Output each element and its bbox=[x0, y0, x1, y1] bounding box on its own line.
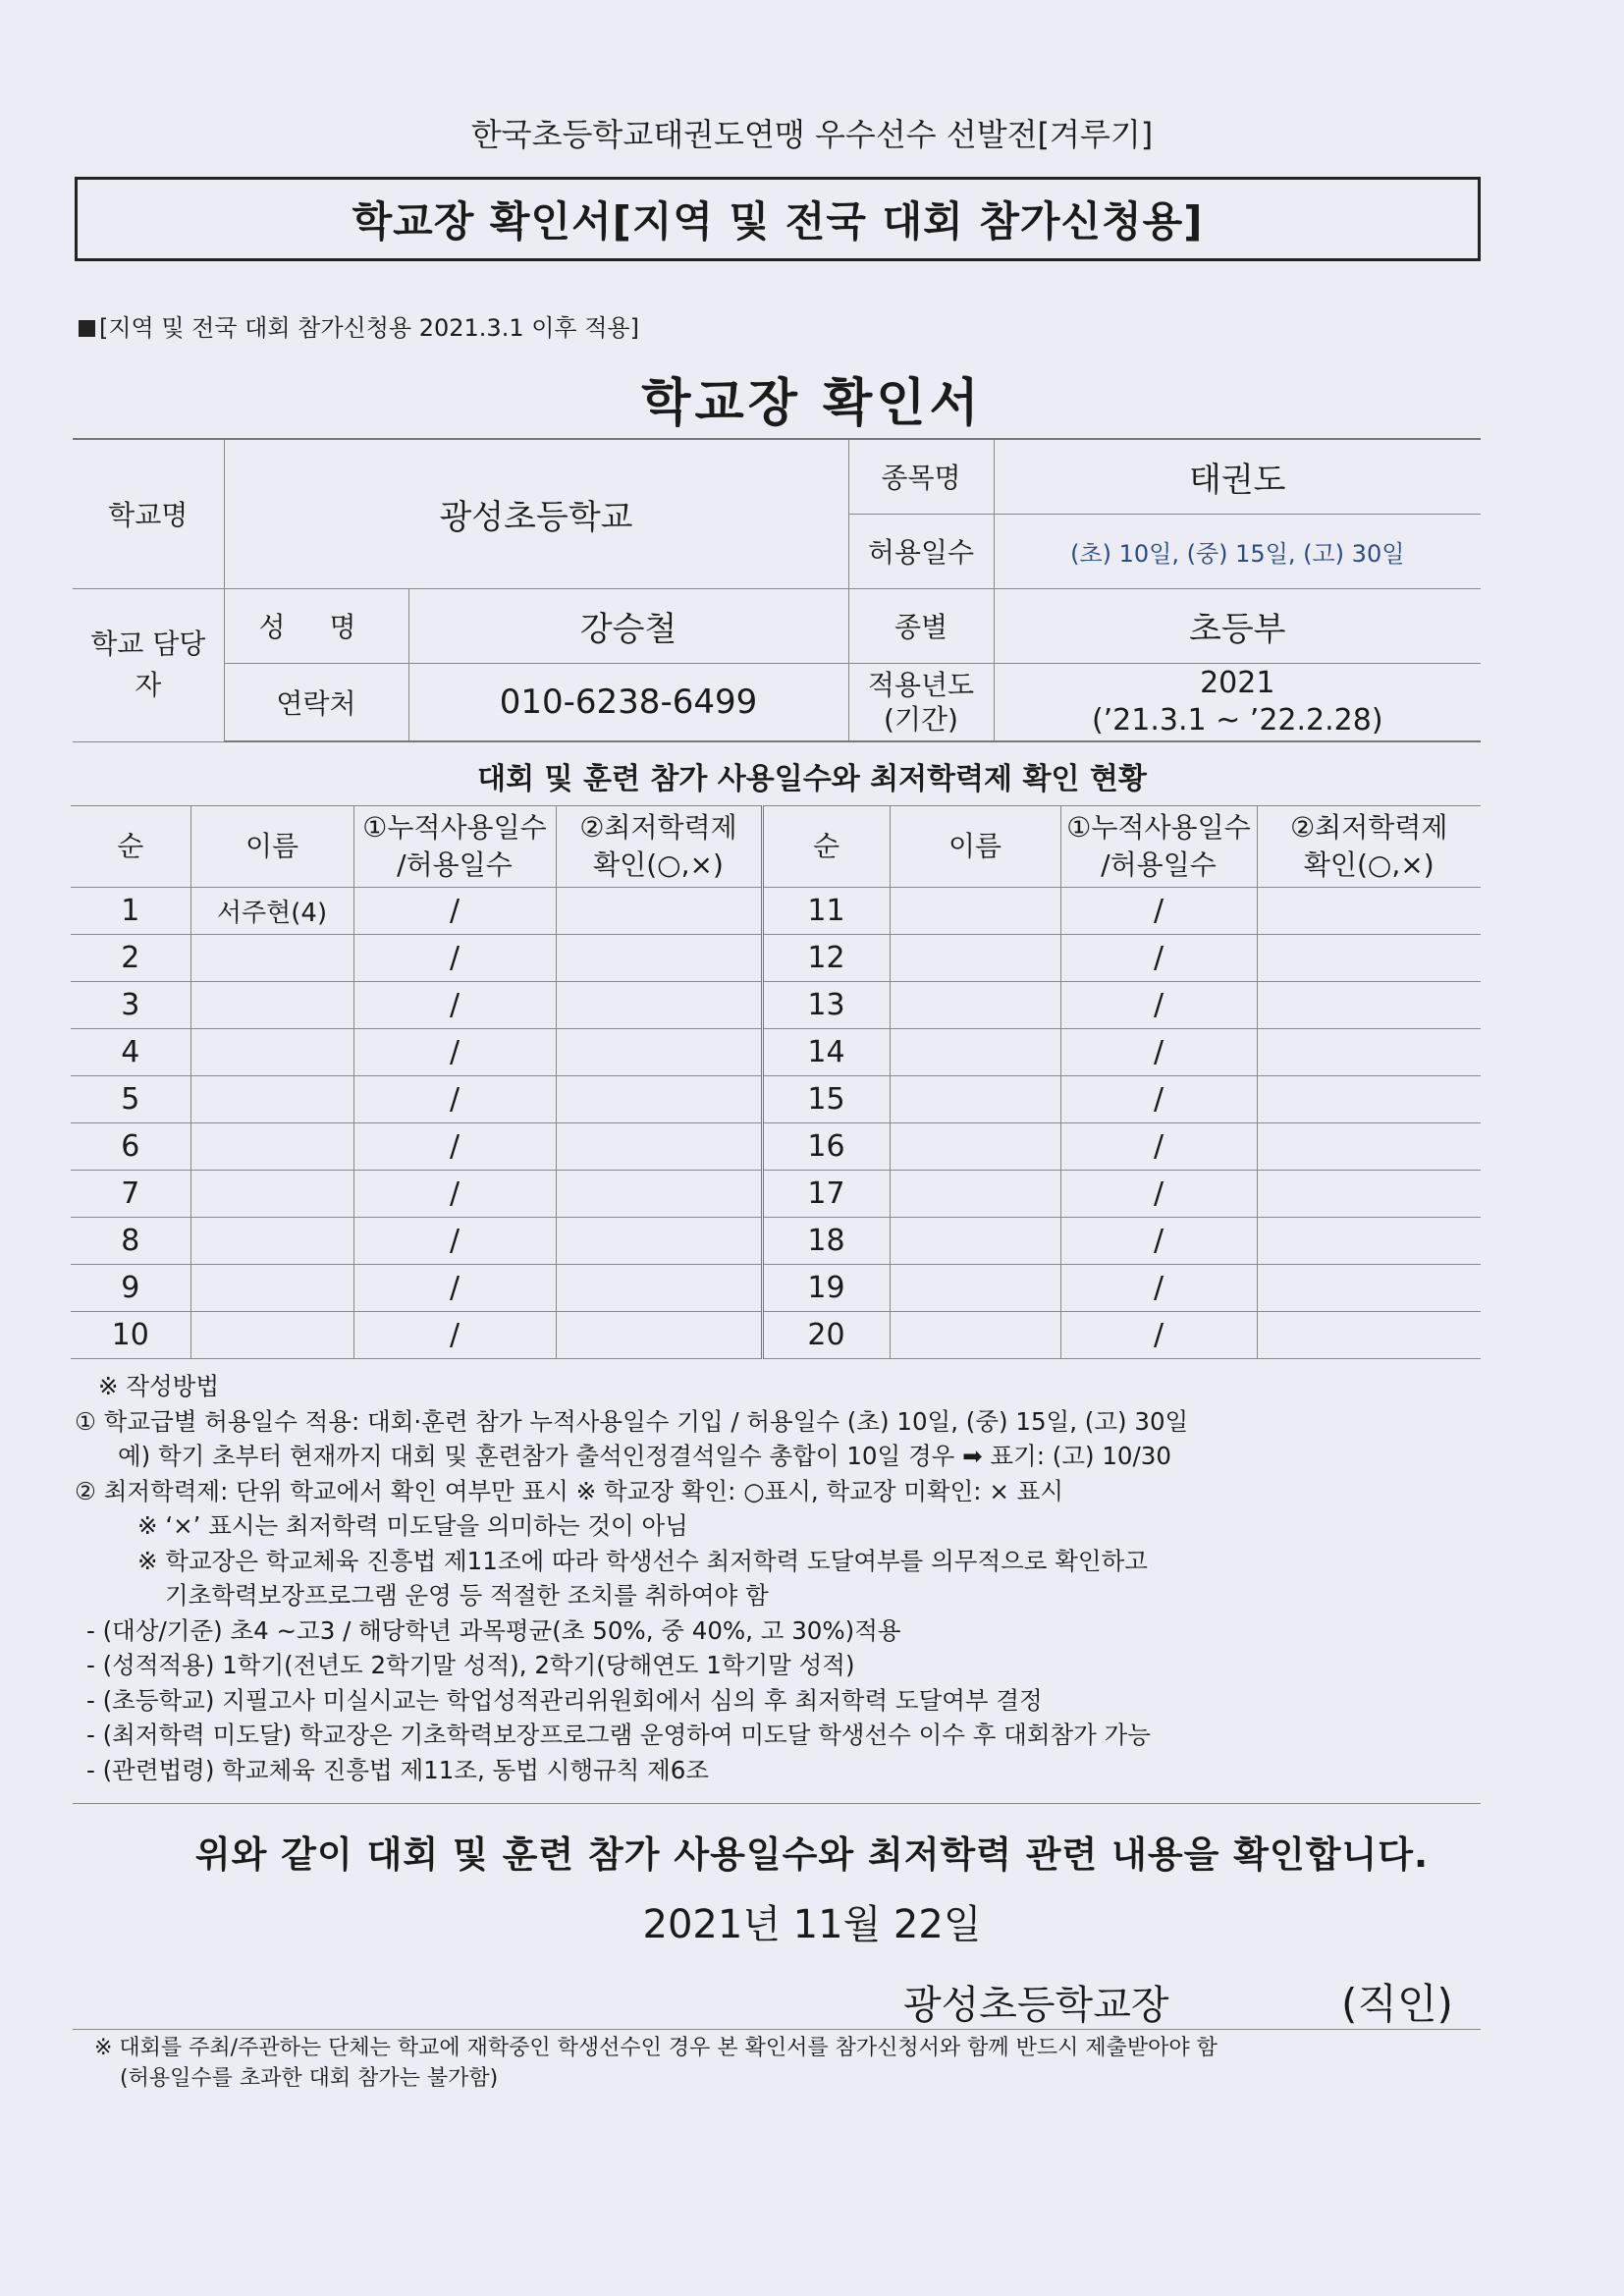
row-name-right bbox=[890, 1123, 1060, 1171]
banner-title-text: 학교장 확인서[지역 및 전국 대회 참가신청용] bbox=[352, 197, 1204, 246]
table-row bbox=[71, 1218, 1481, 1265]
method-line-1: ① 학교급별 허용일수 적용: 대회·훈련 참가 누적사용일수 기입 / 허용일수 (초) 10일, (중) 15일, (고) 30일 bbox=[75, 1406, 1189, 1436]
header-used-days bbox=[353, 806, 556, 888]
row-name-right bbox=[890, 1029, 1060, 1076]
header-no-right: 순 bbox=[762, 806, 890, 888]
row-no-left: 9 bbox=[71, 1265, 190, 1312]
row-name-left: 서주현(4) bbox=[190, 888, 353, 935]
school-name-label: 학교명 bbox=[73, 439, 224, 588]
applicability-note bbox=[79, 308, 639, 343]
header-used-days-2-right: /허용일수 bbox=[1101, 848, 1217, 881]
method-line-2: 예) 학기 초부터 현재까지 대회 및 훈련참가 출석인정결석일수 총합이 10일 경우 ➡ 표기: (고) 10/30 bbox=[118, 1442, 1171, 1470]
table-row bbox=[71, 1312, 1481, 1359]
row-no-right: 18 bbox=[762, 1218, 890, 1265]
row-no-left: 4 bbox=[71, 1029, 190, 1076]
row-academic-right bbox=[1257, 1123, 1481, 1171]
divider-bottom bbox=[73, 2029, 1481, 2030]
header-name: 이름 bbox=[190, 806, 353, 888]
allowed-days-label: 허용일수 bbox=[848, 514, 994, 588]
row-name-right bbox=[890, 1171, 1060, 1218]
section-title: 대회 및 훈련 참가 사용일수와 최저학력제 확인 현황 bbox=[477, 762, 1147, 796]
header-academic-2: 확인(○,×) bbox=[593, 848, 724, 881]
row-no-right: 15 bbox=[762, 1076, 890, 1123]
row-used-days-left: / bbox=[353, 1218, 556, 1265]
main-title: 학교장 확인서 bbox=[641, 374, 983, 433]
row-academic-left bbox=[556, 1076, 762, 1123]
confirmation-statement: 위와 같이 대회 및 훈련 참가 사용일수와 최저학력 관련 내용을 확인합니다. bbox=[194, 1833, 1430, 1876]
person-name-value: 강승철 bbox=[408, 588, 848, 663]
header-academic-1-right: ②최저학력제 bbox=[1290, 811, 1448, 845]
row-name-right bbox=[890, 1312, 1060, 1359]
method-title: ※ 작성방법 bbox=[98, 1372, 219, 1400]
row-used-days-right: / bbox=[1060, 935, 1257, 982]
official-seal-label: (직인) bbox=[1341, 1980, 1453, 2028]
method-line-4: ※ ‘×’ 표시는 최저학력 미도달을 의미하는 것이 아님 bbox=[137, 1511, 688, 1540]
row-no-right: 12 bbox=[762, 935, 890, 982]
row-no-left: 6 bbox=[71, 1123, 190, 1171]
table-row bbox=[71, 1123, 1481, 1171]
header-name-right: 이름 bbox=[890, 806, 1060, 888]
school-name-value: 광성초등학교 bbox=[224, 439, 848, 588]
writing-method bbox=[75, 1369, 1489, 1787]
row-used-days-left: / bbox=[353, 1076, 556, 1123]
row-used-days-left: / bbox=[353, 1265, 556, 1312]
row-used-days-left: / bbox=[353, 935, 556, 982]
period-value: (’21.3.1 ~ ’22.2.28) bbox=[1091, 702, 1383, 738]
issue-date: 2021년 11월 22일 bbox=[642, 1902, 982, 1947]
row-academic-right bbox=[1257, 1265, 1481, 1312]
row-name-left bbox=[190, 1123, 353, 1171]
method-line-6: 기초학력보장프로그램 운영 등 적절한 조치를 취하여야 함 bbox=[165, 1581, 769, 1610]
method-line-5: ※ 학교장은 학교체육 진흥법 제11조에 따라 학생선수 최저학력 도달여부를 의무적으로 확인하고 bbox=[137, 1546, 1148, 1575]
footnote-line-2: (허용일수를 초과한 대회 참가는 불가함) bbox=[120, 2066, 499, 2091]
header-used-days-2: /허용일수 bbox=[397, 848, 513, 881]
row-used-days-left: / bbox=[353, 888, 556, 935]
row-used-days-left: / bbox=[353, 1171, 556, 1218]
row-no-left: 8 bbox=[71, 1218, 190, 1265]
row-academic-right bbox=[1257, 888, 1481, 935]
row-name-left bbox=[190, 1218, 353, 1265]
table-row bbox=[71, 982, 1481, 1029]
row-academic-right bbox=[1257, 1171, 1481, 1218]
applicability-note-text: [지역 및 전국 대회 참가신청용 2021.3.1 이후 적용] bbox=[99, 314, 639, 342]
row-name-left bbox=[190, 1029, 353, 1076]
allowed-days-value: (초) 10일, (중) 15일, (고) 30일 bbox=[994, 514, 1481, 588]
row-name-right bbox=[890, 982, 1060, 1029]
divider bbox=[73, 1803, 1481, 1804]
row-used-days-left: / bbox=[353, 1312, 556, 1359]
row-used-days-right: / bbox=[1060, 1076, 1257, 1123]
row-academic-left bbox=[556, 1029, 762, 1076]
row-no-right: 16 bbox=[762, 1123, 890, 1171]
footnote-line-1: ※ 대회를 주최/주관하는 단체는 학교에 재학중인 학생선수인 경우 본 확인서를 참가신청서와 함께 반드시 제출받아야 함 bbox=[94, 2036, 1218, 2060]
table-row bbox=[71, 1265, 1481, 1312]
method-line-10: - (최저학력 미도달) 학교장은 기초학력보장프로그램 운영하여 미도달 학생선수 이수 후 대회참가 가능 bbox=[86, 1721, 1151, 1749]
row-no-right: 17 bbox=[762, 1171, 890, 1218]
row-name-right bbox=[890, 888, 1060, 935]
method-line-8: - (성적적용) 1학기(전년도 2학기말 성적), 2학기(당해연도 1학기말 성적) bbox=[86, 1651, 855, 1679]
row-name-left bbox=[190, 1171, 353, 1218]
row-no-right: 19 bbox=[762, 1265, 890, 1312]
row-used-days-right: / bbox=[1060, 1171, 1257, 1218]
method-line-3: ② 최저학력제: 단위 학교에서 확인 여부만 표시 ※ 학교장 확인: ○표시, 학교장 미확인: × 표시 bbox=[75, 1476, 1063, 1505]
row-used-days-right: / bbox=[1060, 888, 1257, 935]
header-academic-2-right: 확인(○,×) bbox=[1303, 848, 1435, 881]
header-academic-right bbox=[1257, 806, 1481, 888]
row-no-right: 14 bbox=[762, 1029, 890, 1076]
row-used-days-right: / bbox=[1060, 1312, 1257, 1359]
method-line-11: - (관련법령) 학교체육 진흥법 제11조, 동법 시행규칙 제6조 bbox=[86, 1755, 710, 1784]
row-academic-left bbox=[556, 1171, 762, 1218]
row-no-right: 11 bbox=[762, 888, 890, 935]
row-no-left: 7 bbox=[71, 1171, 190, 1218]
category-label: 종별 bbox=[848, 588, 994, 663]
year-cell bbox=[994, 663, 1481, 741]
row-used-days-left: / bbox=[353, 982, 556, 1029]
table-header-row bbox=[71, 806, 1481, 888]
method-line-9: - (초등학교) 지필고사 미실시교는 학업성적관리위원회에서 심의 후 최저학력 도달여부 결정 bbox=[86, 1685, 1043, 1715]
row-name-right bbox=[890, 935, 1060, 982]
header-used-days-1-right: ①누적사용일수 bbox=[1066, 811, 1251, 845]
table-row bbox=[71, 1076, 1481, 1123]
header-academic bbox=[556, 806, 762, 888]
footnote bbox=[94, 2033, 1489, 2094]
table-row bbox=[71, 1029, 1481, 1076]
table-row bbox=[71, 935, 1481, 982]
row-used-days-right: / bbox=[1060, 1218, 1257, 1265]
manager-label bbox=[73, 588, 224, 741]
contact-value: 010-6238-6499 bbox=[408, 663, 848, 741]
row-used-days-right: / bbox=[1060, 1123, 1257, 1171]
method-line-7: - (대상/기준) 초4 ~고3 / 해당학년 과목평균(초 50%, 중 40%, 고 30%)적용 bbox=[86, 1615, 901, 1645]
row-name-right bbox=[890, 1265, 1060, 1312]
row-academic-left bbox=[556, 935, 762, 982]
row-academic-left bbox=[556, 888, 762, 935]
year-label-text: 적용년도 (기간) bbox=[867, 668, 975, 736]
row-academic-left bbox=[556, 1218, 762, 1265]
row-no-left: 3 bbox=[71, 982, 190, 1029]
row-name-left bbox=[190, 1265, 353, 1312]
row-academic-right bbox=[1257, 1076, 1481, 1123]
principal-title: 광성초등학교장 bbox=[903, 1983, 1169, 2028]
row-used-days-right: / bbox=[1060, 1265, 1257, 1312]
row-name-right bbox=[890, 1218, 1060, 1265]
row-academic-right bbox=[1257, 1218, 1481, 1265]
table-row bbox=[71, 888, 1481, 935]
row-name-left bbox=[190, 935, 353, 982]
row-used-days-left: / bbox=[353, 1029, 556, 1076]
row-no-right: 13 bbox=[762, 982, 890, 1029]
banner-title bbox=[75, 177, 1481, 261]
row-no-left: 5 bbox=[71, 1076, 190, 1123]
sport-label: 종목명 bbox=[848, 439, 994, 514]
row-name-left bbox=[190, 982, 353, 1029]
sport-value: 태권도 bbox=[994, 439, 1481, 514]
row-academic-right bbox=[1257, 935, 1481, 982]
row-no-left: 1 bbox=[71, 888, 190, 935]
row-no-right: 20 bbox=[762, 1312, 890, 1359]
row-name-left bbox=[190, 1076, 353, 1123]
row-academic-right bbox=[1257, 1029, 1481, 1076]
organization-title: 한국초등학교태권도연맹 우수선수 선발전[겨루기] bbox=[470, 116, 1154, 153]
person-name-label: 성 명 bbox=[224, 588, 408, 663]
header-academic-1: ②최저학력제 bbox=[579, 811, 737, 845]
row-name-left bbox=[190, 1312, 353, 1359]
row-academic-right bbox=[1257, 1312, 1481, 1359]
row-used-days-right: / bbox=[1060, 982, 1257, 1029]
row-used-days-right: / bbox=[1060, 1029, 1257, 1076]
row-no-left: 2 bbox=[71, 935, 190, 982]
square-bullet-icon bbox=[79, 320, 95, 337]
header-no: 순 bbox=[71, 806, 190, 888]
manager-label-text: 학교 담당자 bbox=[90, 628, 206, 701]
year-value: 2021 bbox=[1200, 666, 1275, 701]
row-academic-left bbox=[556, 1312, 762, 1359]
school-info-table bbox=[73, 438, 1481, 742]
header-used-days-1: ①누적사용일수 bbox=[362, 811, 547, 845]
contact-label: 연락처 bbox=[224, 663, 408, 741]
row-no-left: 10 bbox=[71, 1312, 190, 1359]
row-used-days-left: / bbox=[353, 1123, 556, 1171]
row-academic-left bbox=[556, 1123, 762, 1171]
row-name-right bbox=[890, 1076, 1060, 1123]
table-row bbox=[71, 1171, 1481, 1218]
row-academic-left bbox=[556, 982, 762, 1029]
year-label bbox=[848, 663, 994, 741]
row-academic-left bbox=[556, 1265, 762, 1312]
row-academic-right bbox=[1257, 982, 1481, 1029]
participation-table bbox=[71, 805, 1481, 1359]
category-value: 초등부 bbox=[994, 588, 1481, 663]
header-used-days-right bbox=[1060, 806, 1257, 888]
